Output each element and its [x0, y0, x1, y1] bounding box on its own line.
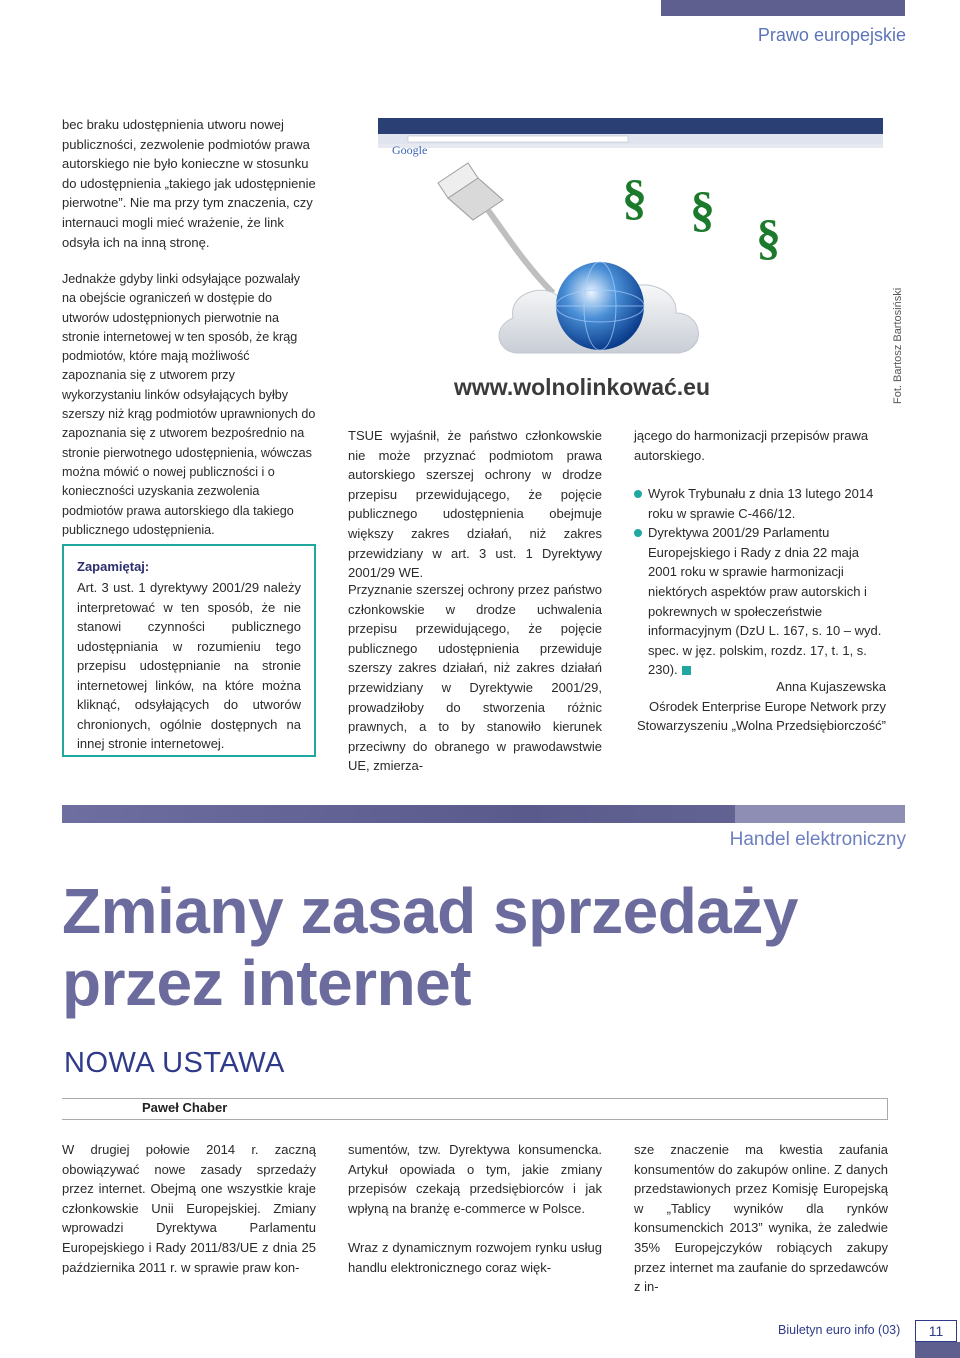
page-number: 11: [915, 1320, 957, 1342]
article-title-line-2: przez internet: [62, 947, 472, 1019]
search-logo: Google: [392, 143, 428, 157]
article2-paragraph-2: sumentów, tzw. Dyrektywa konsumencka. Artykuł opowiada o tym, jakie zmiany przepisów czekają przedsiębiorców i jak wpłyną na branżę e-commerce w Polsce.: [348, 1142, 602, 1216]
article-paragraph-1: bec braku udostępnienia utworu nowej publiczności, zezwolenie podmiotów prawa autorskiego nie było konieczne w stosunku do udostępnienia „takiego jak udostępnienie pierwotne”. Nie ma przy tym znaczenia, czy internauci mogli mieć wrażenie, że link odsyła ich na inną stronę.: [62, 117, 316, 250]
illustration-svg: [378, 118, 883, 408]
signature-org-line2: Stowarzyszeniu „Wolna Przedsiębiorczość”: [636, 718, 886, 734]
reference-item-text: Wyrok Trybunału z dnia 13 lutego 2014 roku w sprawie C-466/12.: [648, 486, 874, 521]
signature: [620, 677, 886, 736]
article2-paragraph-4: sze znaczenie ma kwestia zaufania konsumentów do zakupów online. Z danych przedstawionych przez Komisję Europejską w „Tablicy wyników dla rynków konsumenckich 2013” wynika, że zaledwie 35% Europejczyków robiących zakupy przez internet ma zaufanie do sprzedawców z in-: [634, 1142, 888, 1295]
reference-item: [634, 523, 890, 680]
article-illustration: [378, 118, 883, 408]
article2-paragraph-1: W drugiej połowie 2014 r. zaczną obowiązywać nowe zasady sprzedaży przez internet. Obejmą one wszystkie kraje członkowskie Unii Europejskiej. Zmiany wprowadzi Dyrektywa Parlamentu Europejskiego i Rady 2011/83/UE z dnia 25 października 2011 r. w sprawie praw kon-: [62, 1142, 316, 1275]
article-paragraph-5: jącego do harmonizacji przepisów prawa autorskiego.: [634, 428, 869, 463]
photo-credit: [892, 287, 908, 410]
paragraph-sign-icon: §: [622, 169, 647, 225]
browser-address-bar: [408, 136, 628, 142]
reference-item-text: Dyrektywa 2001/29 Parlamentu Europejskiego i Rady z dnia 22 maja 2001 roku w sprawie harmonizacji niektórych aspektów praw autorskich i pokrewnych w społeczeństwie informacyjnym (DzU L. 167, s. 10 – wyd. spec. w jęz. polskim, rozdz. 17, t. 1, s. 230).: [648, 525, 882, 678]
bottom-decor-bar: [915, 1342, 960, 1358]
illustration-url: www.wolnolinkować.eu: [454, 374, 711, 400]
article-title-line-1: Zmiany zasad sprzedaży: [62, 875, 798, 947]
article-author: Paweł Chaber: [142, 1100, 228, 1115]
section-divider-band: [62, 805, 905, 823]
section-header-2: Handel elektroniczny: [729, 829, 906, 850]
article-paragraph-4: Przyznanie szerszej ochrony przez państwo członkowskie w drodze uchwalenia przepisu przewidującego, że pojęcie publicznego udostępnienia przewiduje szerszy zakres działań, niż zakres działań przewidziany w Dyrektywie 2001/29, prowadziłoby do stworzenia różnic prawnych, a to by stanowiło kierunek przeciwny do obranego w prawodawstwie UE, zmierza-: [348, 582, 602, 774]
signature-name: Anna Kujaszewska: [776, 679, 886, 694]
paragraph-sign-icon: §: [756, 209, 781, 265]
section-header: Prawo europejskie: [757, 25, 906, 45]
publication-name: Biuletyn euro info (03): [778, 1323, 901, 1337]
article2-paragraph-3: Wraz z dynamicznym rozwojem rynku usług handlu elektronicznego coraz więk-: [348, 1240, 602, 1275]
article-paragraph-3: TSUE wyjaśnił, że państwo członkowskie nie może przyznać podmiotom prawa autorskiego szerszej ochrony w drodze przepisu przewidującego, że pojęcie publicznego udostępnienia obejmuje większy zakres działań, niż zakres przewidziany w art. 3 ust. 1 Dyrektywy 2001/29 WE.: [348, 428, 602, 581]
reference-item: [634, 484, 890, 523]
remember-box: [62, 544, 316, 757]
remember-box-text: Art. 3 ust. 1 dyrektywy 2001/29 należy interpretować w ten sposób, że nie stanowi czynności publicznego udostępniania w rozumieniu tego przepisu udostępnianie na stronie internetowej linków, na które można kliknąć, odsyłających do utworów chronionych, ogólnie dostępnych na innej stronie internetowej.: [77, 580, 301, 751]
end-of-article-mark: [682, 666, 691, 675]
remember-box-title: Zapamiętaj:: [77, 559, 150, 574]
article-title: [62, 875, 842, 1019]
photo-credit-text: Fot. Bartosz Bartosiński: [892, 287, 904, 404]
browser-titlebar: [378, 118, 883, 134]
cable-wire: [488, 210, 553, 293]
reference-list: [634, 484, 890, 680]
paragraph-sign-icon: §: [690, 181, 715, 237]
article-subtitle: NOWA USTAWA: [64, 1047, 285, 1079]
signature-org-line1: Ośrodek Enterprise Europe Network przy: [649, 698, 886, 714]
top-decor-bar: [661, 0, 905, 16]
article-paragraph-2: Jednakże gdyby linki odsyłające pozwalały na obejście ograniczeń w dostępie do utworów udostępnionych pierwotnie na stronie internetowej w ten sposób, że krąg podmiotów, które mają możliwość zapoznania się z utworem przy wykorzystaniu linków odsyłających byłby szerszy niż krąg podmiotów uprawnionych do zapoznania się z utworem bezpośrednio na stronie pierwotnego udostępnienia, wówczas można mówić o nowej publiczności i o konieczności uzyskania zezwolenia podmiotów prawa autorskiego dla takiego publicznego udostępnienia.: [62, 272, 316, 537]
